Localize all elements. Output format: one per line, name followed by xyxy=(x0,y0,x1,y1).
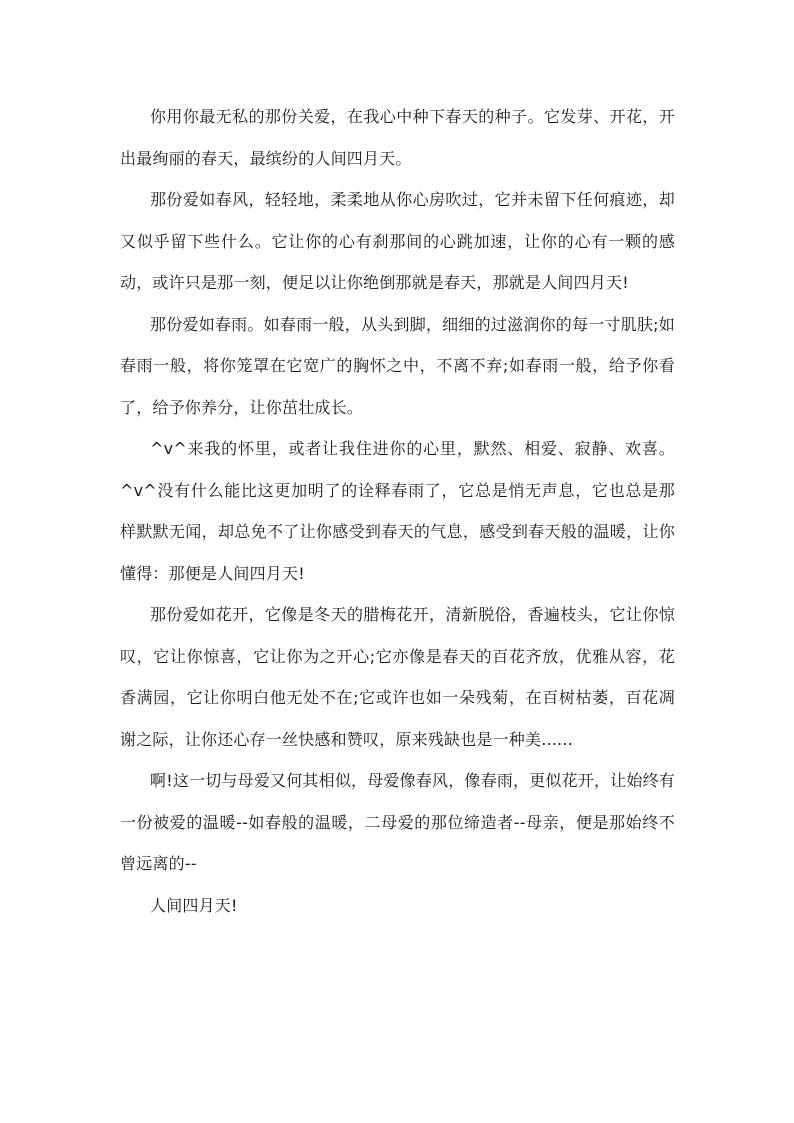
paragraph-3: 那份爱如春雨。如春雨一般，从头到脚，细细的过滋润你的每一寸肌肤;如春雨一般，将你笼罩在它宽广的胸怀之中，不离不弃;如春雨一般，给予你看了，给予你养分，让你茁壮成长。 xyxy=(120,314,675,417)
paragraph-1: 你用你最无私的那份关爱，在我心中种下春天的种子。它发芽、开花，开出最绚丽的春天，最缤纷的人间四月天。 xyxy=(120,107,675,168)
paragraph-6: 啊!这一切与母爱又何其相似，母爱像春风，像春雨，更似花开，让始终有一份被爱的温暖--如春般的温暖，二母爱的那位缔造者--母亲，便是那始终不曾远离的-- xyxy=(120,771,676,873)
paragraph-4: ^v^来我的怀里，或者让我住进你的心里，默然、相爱、寂静、欢喜。^v^没有什么能比这更加明了的诠释春雨了，它总是悄无声息，它也总是那样默默无闻，却总免不了让你感受到春天的气息，感受到春天般的温暖，让你懂得：那便是人间四月天! xyxy=(120,439,675,583)
paragraph-2: 那份爱如春风，轻轻地，柔柔地从你心房吹过，它并未留下任何痕迹，却又似乎留下些什么。它让你的心有刹那间的心跳加速，让你的心有一颗的感动，或许只是那一刻，便足以让你绝倒那就是春天，那就是人间四月天! xyxy=(120,190,675,292)
paragraph-5: 那份爱如花开，它像是冬天的腊梅花开，清新脱俗，香遍枝头，它让你惊叹，它让你惊喜，它让你为之开心;它亦像是春天的百花齐放，优雅从容，花香满园，它让你明白他无处不在;它或许也如一朵残菊，在百树枯萎，百花凋谢之际，让你还心存一丝快感和赞叹，原来残缺也是一种美...... xyxy=(120,605,675,749)
article-body xyxy=(120,96,675,926)
paragraph-7: 人间四月天! xyxy=(150,895,238,915)
